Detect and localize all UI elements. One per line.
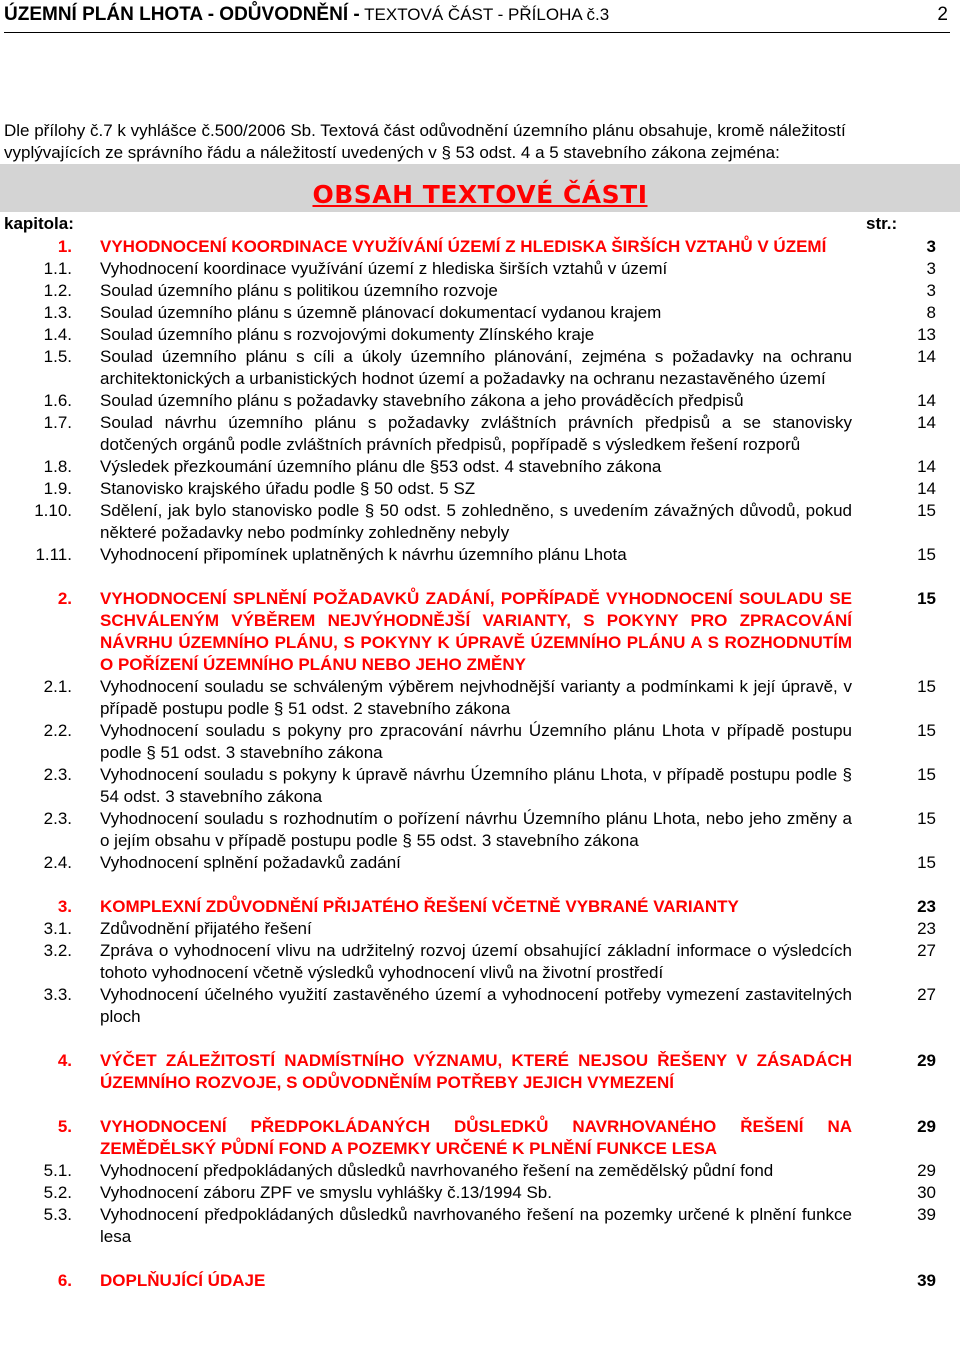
- toc-title: Vyhodnocení koordinace využívání území z hlediska širších vztahů v území: [100, 259, 668, 278]
- toc-entry: [0, 676, 960, 720]
- toc-entry: [0, 852, 960, 874]
- toc-number: 1.11.: [35, 545, 72, 564]
- toc-page: 29: [917, 1161, 936, 1180]
- toc-title: Vyhodnocení připomínek uplatněných k návrhu územního plánu Lhota: [100, 545, 627, 564]
- kapitola-label: kapitola:: [4, 214, 74, 233]
- toc-chapter: [0, 1116, 960, 1160]
- str-label: str.:: [866, 214, 898, 233]
- toc-chapter: [0, 896, 960, 918]
- toc-chapter: [0, 1050, 960, 1094]
- toc-page: 23: [917, 897, 936, 916]
- toc-number: 1.6.: [43, 391, 72, 410]
- toc-entry: [0, 280, 960, 302]
- intro-paragraph: Dle přílohy č.7 k vyhlášce č.500/2006 Sb. Textová část odůvodnění územního plánu obsahuje, kromě náležitostí vyplývajících ze správního řádu a náležitostí uvedených v § 53 odst. 4 a 5 stavebního zákona zejména:: [4, 121, 846, 162]
- toc-number: 1.4.: [43, 325, 72, 344]
- toc-page: 14: [917, 479, 936, 498]
- toc-number: 5.2.: [43, 1183, 72, 1202]
- toc-title: DOPLŇUJÍCÍ ÚDAJE: [100, 1271, 266, 1290]
- toc-entry: [0, 324, 960, 346]
- toc-page: 13: [917, 325, 936, 344]
- toc-title: VYHODNOCENÍ PŘEDPOKLÁDANÝCH DŮSLEDKŮ NAVRHOVANÉHO ŘEŠENÍ NA ZEMĚDĚLSKÝ PŮDNÍ FOND A POZEMKY URČENÉ K PLNĚNÍ FUNKCE LESA: [100, 1117, 852, 1158]
- toc-entry: [0, 764, 960, 808]
- toc-entry: [0, 940, 960, 984]
- toc-page: 39: [917, 1205, 936, 1224]
- toc-chapter: [0, 588, 960, 676]
- toc-number: 1.1.: [43, 259, 72, 278]
- toc-page: 14: [917, 457, 936, 476]
- toc-entry: [0, 808, 960, 852]
- toc-page: 30: [917, 1183, 936, 1202]
- header-page-number: 2: [937, 4, 948, 25]
- toc-entry: [0, 302, 960, 324]
- toc-page: 15: [917, 677, 936, 696]
- toc-number: 5.3.: [43, 1205, 72, 1224]
- toc-title: Soulad územního plánu s cíli a úkoly územního plánování, zejména s požadavky na ochranu architektonických a urbanistických hodnot území a požadavky na ochranu nezastavěného území: [100, 347, 852, 388]
- toc-title: Zpráva o vyhodnocení vlivu na udržitelný rozvoj území obsahující základní informace o výsledcích tohoto vyhodnocení včetně výsledků vyhodnocení vlivů na životní prostředí: [100, 941, 852, 982]
- toc-title: Vyhodnocení souladu s pokyny pro zpracování návrhu Územního plánu Lhota v případě postupu podle § 51 odst. 3 stavebního zákona: [100, 721, 852, 762]
- toc-chapter: [0, 1270, 960, 1292]
- toc-chapter: [0, 236, 960, 258]
- toc-page: 14: [917, 391, 936, 410]
- toc-number: 1.2.: [43, 281, 72, 300]
- toc-number: 6.: [57, 1271, 72, 1290]
- toc-number: 5.1.: [43, 1161, 72, 1180]
- toc-title: Zdůvodnění přijatého řešení: [100, 919, 312, 938]
- toc-entry: [0, 346, 960, 390]
- toc-entry: [0, 390, 960, 412]
- toc-entry: [0, 478, 960, 500]
- page-header: [4, 4, 950, 33]
- toc-title: Sdělení, jak bylo stanovisko podle § 50 odst. 5 zohledněno, s uvedením závažných důvodů, pokud některé požadavky nebo podmínky zohledněny nebyly: [100, 501, 852, 542]
- toc-page: 14: [917, 413, 936, 432]
- toc-page: 27: [917, 985, 936, 1004]
- toc-number: 2.3.: [43, 765, 72, 784]
- toc-page: 15: [917, 501, 936, 520]
- toc-title: Soulad územního plánu s politikou územního rozvoje: [100, 281, 498, 300]
- toc-page: 27: [917, 941, 936, 960]
- toc-entry: [0, 258, 960, 280]
- toc-number: 1.9.: [43, 479, 72, 498]
- obsah-title: OBSAH TEXTOVÉ ČÁSTI: [312, 180, 648, 209]
- toc-number: 3.: [57, 897, 72, 916]
- toc-entry: [0, 720, 960, 764]
- toc-page: 15: [917, 765, 936, 784]
- toc-title: Vyhodnocení záboru ZPF ve smyslu vyhlášky č.13/1994 Sb.: [100, 1183, 552, 1202]
- toc-number: 3.1.: [43, 919, 72, 938]
- toc-number: 1.: [57, 237, 72, 256]
- toc-title: KOMPLEXNÍ ZDŮVODNĚNÍ PŘIJATÉHO ŘEŠENÍ VČETNĚ VYBRANÉ VARIANTY: [100, 897, 739, 916]
- toc-title: Stanovisko krajského úřadu podle § 50 odst. 5 SZ: [100, 479, 476, 498]
- toc-number: 3.2.: [43, 941, 72, 960]
- toc-entry: [0, 500, 960, 544]
- toc-number: 2.4.: [43, 853, 72, 872]
- toc-title: Soulad návrhu územního plánu s požadavky zvláštních právních předpisů a se stanovisky dotčených orgánů podle zvláštních právních předpisů, popřípadě s výsledkem řešení rozporů: [100, 413, 852, 454]
- obsah-banner: [0, 164, 960, 212]
- toc-title: Vyhodnocení souladu s rozhodnutím o pořízení návrhu Územního plánu Lhota, nebo jeho změny a o jejím obsahu v případě postupu podle § 55 odst. 3 stavebního zákona: [100, 809, 852, 850]
- toc-number: 5.: [57, 1117, 72, 1136]
- toc-title: Vyhodnocení splnění požadavků zadání: [100, 853, 401, 872]
- toc-number: 1.3.: [43, 303, 72, 322]
- toc-number: 2.2.: [43, 721, 72, 740]
- toc-title: VYHODNOCENÍ KOORDINACE VYUŽÍVÁNÍ ÚZEMÍ Z HLEDISKA ŠIRŠÍCH VZTAHŮ V ÚZEMÍ: [100, 237, 827, 256]
- toc-title: VÝČET ZÁLEŽITOSTÍ NADMÍSTNÍHO VÝZNAMU, KTERÉ NEJSOU ŘEŠENY V ZÁSADÁCH ÚZEMNÍHO ROZVOJE, S ODŮVODNĚNÍM POTŘEBY JEJICH VYMEZENÍ: [100, 1051, 852, 1092]
- toc-number: 3.3.: [43, 985, 72, 1004]
- toc-number: 1.8.: [43, 457, 72, 476]
- toc-title: Vyhodnocení souladu s pokyny k úpravě návrhu Územního plánu Lhota, v případě postupu podle § 54 odst. 3 stavebního zákona: [100, 765, 852, 806]
- toc-page: 3: [926, 237, 936, 256]
- toc-title: Soulad územního plánu s požadavky stavebního zákona a jeho prováděcích předpisů: [100, 391, 744, 410]
- toc-title: Výsledek přezkoumání územního plánu dle §53 odst. 4 stavebního zákona: [100, 457, 662, 476]
- toc-page: 23: [917, 919, 936, 938]
- toc-title: Vyhodnocení předpokládaných důsledků navrhovaného řešení na zemědělský půdní fond: [100, 1161, 774, 1180]
- toc-page: 8: [926, 303, 936, 322]
- toc-number: 1.5.: [43, 347, 72, 366]
- toc-page: 15: [917, 809, 936, 828]
- toc-page: 15: [917, 721, 936, 740]
- toc-page: 3: [926, 259, 936, 278]
- toc-number: 1.10.: [34, 501, 72, 520]
- toc-entry: [0, 1204, 960, 1248]
- toc-number: 2.: [57, 589, 72, 608]
- toc-number: 1.7.: [43, 413, 72, 432]
- toc-title: Vyhodnocení předpokládaných důsledků navrhovaného řešení na pozemky určené k plnění funkce lesa: [100, 1205, 852, 1246]
- toc-page: 15: [917, 545, 936, 564]
- toc-title: Vyhodnocení souladu se schváleným výběrem nejvhodnější varianty a podmínkami k její úpravě, v případě postupu podle § 51 odst. 2 stavebního zákona: [100, 677, 852, 718]
- toc-page: 15: [917, 589, 936, 608]
- header-title-bold: ÚZEMNÍ PLÁN LHOTA - ODŮVODNĚNÍ -: [4, 4, 360, 25]
- toc-title: VYHODNOCENÍ SPLNĚNÍ POŽADAVKŮ ZADÁNÍ, POPŘÍPADĚ VYHODNOCENÍ SOULADU SE SCHVÁLENÝM VÝBĚREM NEJVÝHODNĚJŠÍ VARIANTY, S POKYNY PRO ZPRACOVÁNÍ NÁVRHU ÚZEMNÍHO PLÁNU, S POKYNY K ÚPRAVĚ ÚZEMNÍHO PLÁNU A S ROZHODNUTÍM O POŘÍZENÍ ÚZEMNÍHO PLÁNU NEBO JEHO ZMĚNY: [100, 589, 852, 674]
- toc-number: 4.: [57, 1051, 72, 1070]
- toc-entry: [0, 1160, 960, 1182]
- toc-page: 14: [917, 347, 936, 366]
- toc-number: 2.3.: [43, 809, 72, 828]
- toc-entry: [0, 544, 960, 566]
- toc-entry: [0, 918, 960, 940]
- toc-page: 3: [926, 281, 936, 300]
- toc-entry: [0, 456, 960, 478]
- toc-entry: [0, 1182, 960, 1204]
- header-title-normal: TEXTOVÁ ČÁST - PŘÍLOHA č.3: [364, 5, 610, 24]
- toc-title: Soulad územního plánu s územně plánovací dokumentací vydanou krajem: [100, 303, 662, 322]
- toc-title: Soulad územního plánu s rozvojovými dokumenty Zlínského kraje: [100, 325, 595, 344]
- toc-page: 15: [917, 853, 936, 872]
- toc-entry: [0, 412, 960, 456]
- toc-page: 29: [917, 1051, 936, 1070]
- toc-entry: [0, 984, 960, 1028]
- toc-title: Vyhodnocení účelného využití zastavěného území a vyhodnocení potřeby vymezení zastavitelných ploch: [100, 985, 852, 1026]
- toc-page: 29: [917, 1117, 936, 1136]
- table-of-contents: [0, 236, 960, 1292]
- toc-page: 39: [917, 1271, 936, 1290]
- toc-number: 2.1.: [43, 677, 72, 696]
